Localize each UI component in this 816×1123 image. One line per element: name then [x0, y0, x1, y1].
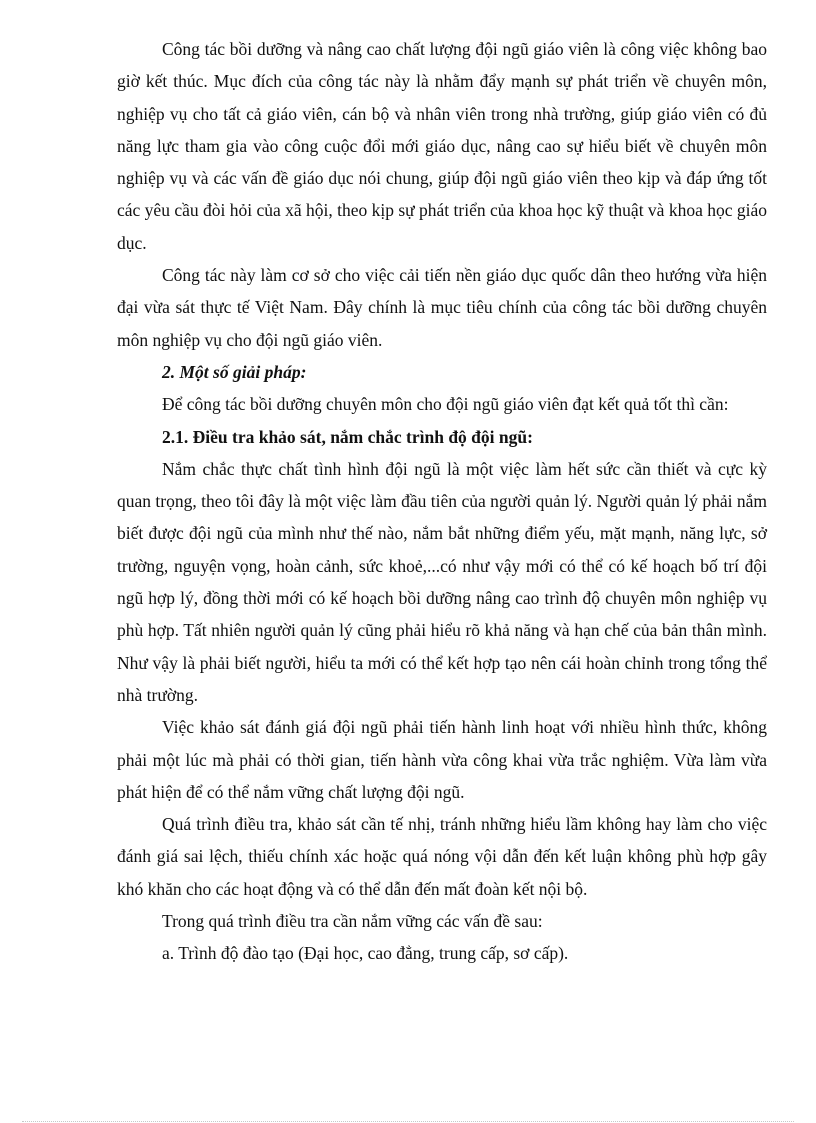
paragraph-survey-caution: Quá trình điều tra, khảo sát cần tế nhị, tránh những hiểu lầm không hay làm cho việc đánh giá sai lệch, thiếu chính xác hoặc quá nóng vội dẫn đến kết luận không phù hợp gây khó khăn cho các hoạt động và có thể dẫn đến mất đoàn kết nội bộ. [117, 814, 767, 899]
document-page [117, 33, 767, 970]
page-bottom-divider [22, 1121, 794, 1122]
paragraph-survey-issues: Trong quá trình điều tra cần nắm vững các vấn đề sau: [162, 911, 543, 932]
section-heading-solutions: 2. Một số giải pháp: [162, 361, 307, 382]
paragraph-solutions-intro: Để công tác bồi dưỡng chuyên môn cho đội ngũ giáo viên đạt kết quả tốt thì cần: [162, 394, 729, 415]
paragraph-intro: Công tác bồi dưỡng và nâng cao chất lượng đội ngũ giáo viên là công việc không bao giờ kết thúc. Mục đích của công tác này là nhằm đẩy mạnh sự phát triển về chuyên môn, nghiệp vụ cho tất cả giáo viên, cán bộ và nhân viên trong nhà trường, giúp giáo viên có đủ năng lực tham gia vào công cuộc đổi mới giáo dục, nâng cao sự hiểu biết về chuyên môn nghiệp vụ và các vấn đề giáo dục nói chung, giúp đội ngũ giáo viên theo kịp và đáp ứng tốt các yêu cầu đòi hỏi của xã hội, theo kịp sự phát triển của khoa học kỹ thuật và khoa học giáo dục. [117, 39, 767, 253]
list-item-training-level: a. Trình độ đào tạo (Đại học, cao đẳng, trung cấp, sơ cấp). [162, 943, 569, 964]
paragraph-survey-importance: Nắm chắc thực chất tình hình đội ngũ là một việc làm hết sức cần thiết và cực kỳ quan trọng, theo tôi đây là một việc làm đầu tiên của người quản lý. Người quản lý phải nắm biết được đội ngũ của mình như thế nào, nắm bắt những điểm yếu, mặt mạnh, năng lực, sở trường, nguyện vọng, hoàn cảnh, sức khoẻ,...có như vậy mới có thể có kế hoạch bố trí đội ngũ hợp lý, đồng thời mới có kế hoạch bồi dưỡng nâng cao trình độ chuyên môn nghiệp vụ phù hợp. Tất nhiên người quản lý cũng phải hiểu rõ khả năng và hạn chế của bản thân mình. Như vậy là phải biết người, hiểu ta mới có thể kết hợp tạo nên cái hoàn chỉnh trong tổng thể nhà trường. [117, 458, 767, 705]
paragraph-survey-method: Việc khảo sát đánh giá đội ngũ phải tiến hành linh hoạt với nhiều hình thức, không phải một lúc mà phải có thời gian, tiến hành vừa công khai vừa trắc nghiệm. Vừa làm vừa phát hiện để có thể nắm vững chất lượng đội ngũ. [117, 717, 767, 802]
subsection-heading-survey: 2.1. Điều tra khảo sát, nắm chắc trình độ đội ngũ: [162, 426, 533, 447]
paragraph-purpose: Công tác này làm cơ sở cho việc cải tiến nền giáo dục quốc dân theo hướng vừa hiện đại vừa sát thực tế Việt Nam. Đây chính là mục tiêu chính của công tác bồi dưỡng chuyên môn nghiệp vụ cho đội ngũ giáo viên. [117, 265, 767, 350]
